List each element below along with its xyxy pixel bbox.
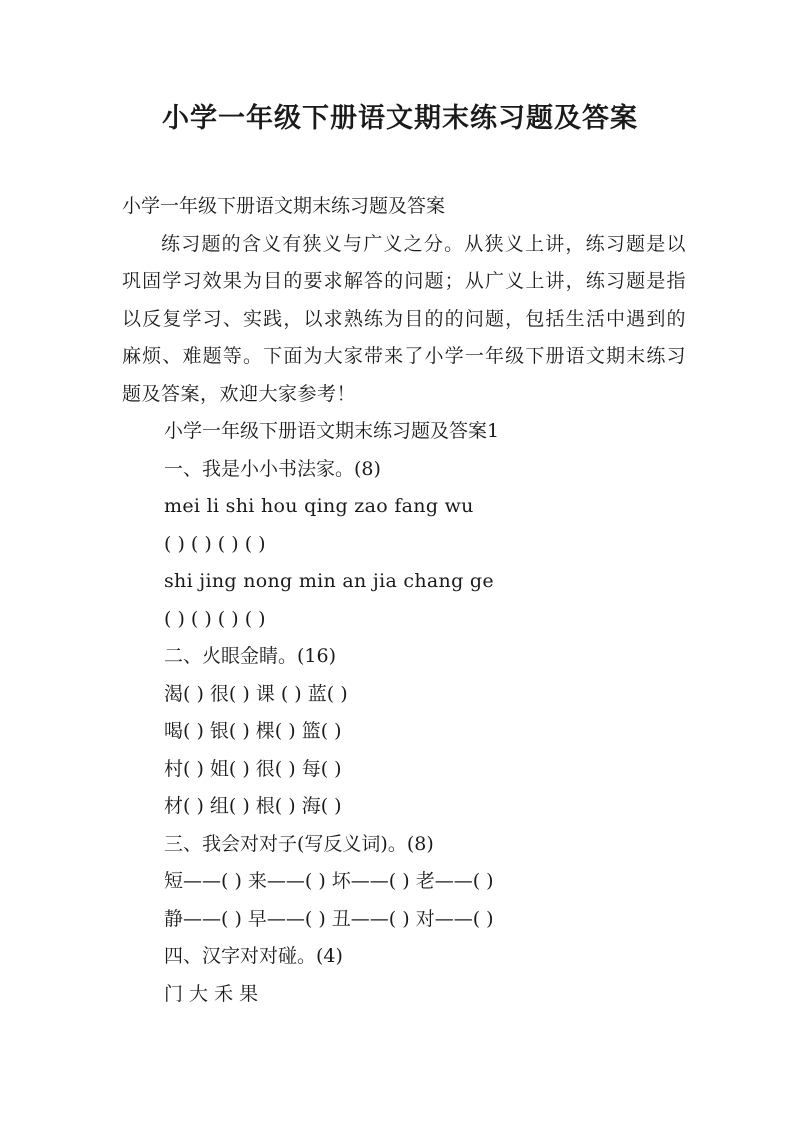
question-heading: 二、火眼金睛。(16) <box>164 645 337 667</box>
document-body <box>122 188 686 1013</box>
character-row: 渴( ) 很( ) 课 ( ) 蓝( ) <box>164 682 348 705</box>
question-heading: 四、汉字对对碰。(4) <box>164 945 343 967</box>
antonym-row: 短——( ) 来——( ) 坏——( ) 老——( ) <box>164 870 494 892</box>
answer-blanks-row: ( ) ( ) ( ) ( ) <box>164 607 266 630</box>
pinyin-row: mei li shi hou qing zao fang wu <box>164 495 474 517</box>
character-row: 村( ) 姐( ) 很( ) 每( ) <box>164 757 342 780</box>
document-title: 小学一年级下册语文期末练习题及答案 <box>162 103 638 134</box>
antonym-row: 静——( ) 早——( ) 丑——( ) 对——( ) <box>164 907 494 930</box>
character-row: 材( ) 组( ) 根( ) 海( ) <box>164 795 342 817</box>
character-row: 门 大 禾 果 <box>164 982 259 1005</box>
section-heading: 小学一年级下册语文期末练习题及答案1 <box>164 420 500 442</box>
answer-blanks-row: ( ) ( ) ( ) ( ) <box>164 532 266 555</box>
intro-paragraph: 练习题的含义有狭义与广义之分。从狭义上讲，练习题是以巩固学习效果为目的要求解答的问题；从广义上讲，练习题是指以反复学习、实践，以求熟练为目的的问题，包括生活中遇到的麻烦、难题等。下面为大家带来了小学一年级下册语文期末练习题及答案，欢迎大家参考！ <box>122 232 686 405</box>
question-heading: 三、我会对对子(写反义词)。(8) <box>164 832 434 855</box>
character-row: 喝( ) 银( ) 棵( ) 篮( ) <box>164 720 342 742</box>
document-subtitle: 小学一年级下册语文期末练习题及答案 <box>122 195 446 217</box>
question-heading: 一、我是小小书法家。(8) <box>164 457 381 480</box>
pinyin-row: shi jing nong min an jia chang ge <box>164 570 494 592</box>
